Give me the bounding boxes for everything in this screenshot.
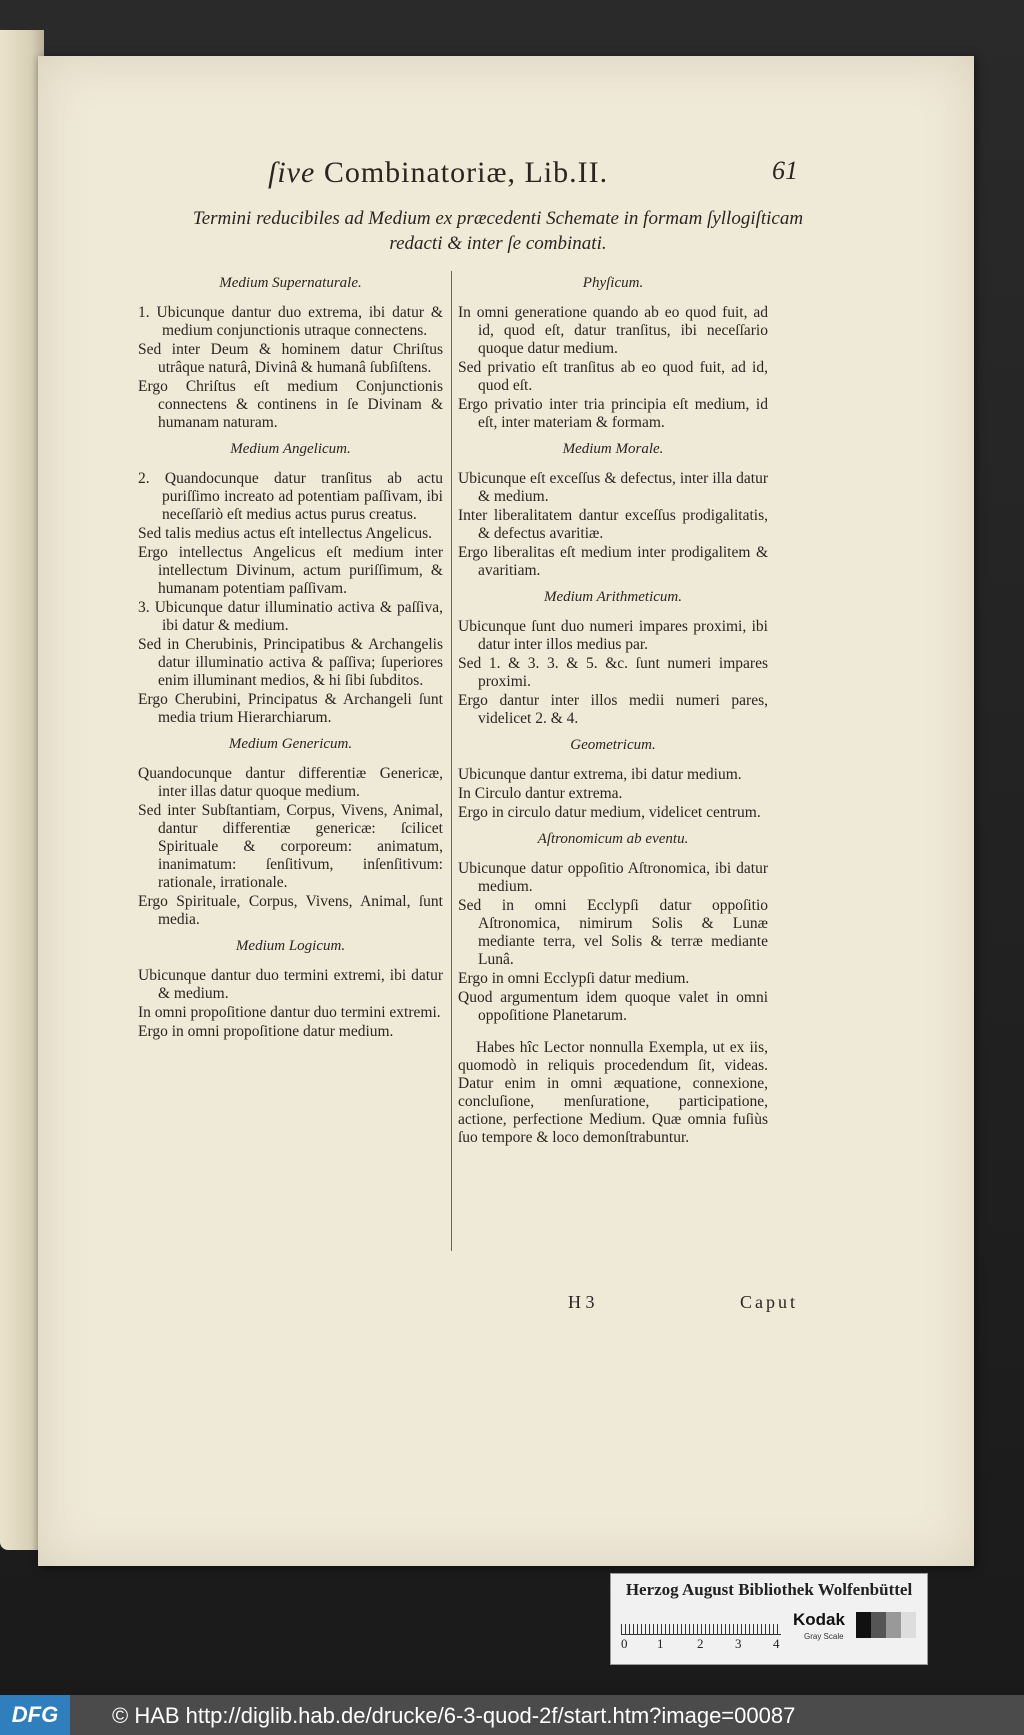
title-line: redacti & inter ſe combinati.: [389, 233, 607, 254]
section-heading: Medium Genericum.: [228, 736, 353, 752]
syllogism-line: Sed in omni Ecclypſi datur oppoſitio Aſtronomica, nimirum Solis & Lunæ mediante terra, vel Solis & terræ mediante Lunâ.: [458, 897, 768, 968]
section-heading: Medium Arithmeticum.: [543, 589, 683, 605]
ruler-label: 2: [697, 1636, 704, 1651]
page-number: 61: [772, 156, 798, 185]
color-target-card: [610, 1573, 928, 1665]
signature-mark: H 3: [568, 1292, 595, 1312]
section-heading: Medium Angelicum.: [230, 441, 351, 457]
copyright-link[interactable]: © HAB http://diglib.hab.de/drucke/6-3-quod-2f/start.htm?image=00087: [112, 1703, 796, 1728]
syllogism-line: Ergo dantur inter illos medii numeri pares, videlicet 2. & 4.: [458, 692, 768, 727]
syllogism-line: Quod argumentum idem quoque valet in omni oppoſitione Planetarum.: [458, 989, 768, 1024]
ruler-label: 3: [735, 1636, 742, 1651]
gray-swatches: [856, 1612, 916, 1638]
chapter-title: [158, 206, 838, 256]
syllogism-line: Sed inter Deum & hominem datur Chriſtus utrâque naturâ, Divinâ & humanâ ſubſiſtens.: [138, 341, 443, 376]
syllogism-line: Ergo liberalitas eſt medium inter prodigalitem & avaritiam.: [458, 544, 768, 579]
syllogism-line: Ergo in omni propoſitione datur medium.: [138, 1023, 394, 1040]
syllogism-line: Ergo Chriſtus eſt medium Conjunctionis connectens & continens in ſe Divinam & humanam naturam.: [138, 378, 443, 431]
syllogism-line: 2. Quandocunque datur tranſitus ab actu puriſſimo increato ad potentiam paſſivam, ibi neceſſariò eſt medius actus purus creatus.: [138, 470, 443, 523]
syllogism-line: Sed privatio eſt tranſitus ab eo quod fuit, ad id, quod eſt.: [458, 359, 768, 394]
syllogism-line: Ergo in circulo datur medium, videlicet centrum.: [458, 804, 761, 821]
syllogism-line: Sed inter Subſtantiam, Corpus, Vivens, Animal, dantur differentiæ genericæ: ſcilicet Spirituale & corporeum: animatum, inanimatum: ſenſitivum, inſenſitivum: rationale, irrationale.: [138, 802, 443, 891]
syllogism-line: In Circulo dantur extrema.: [458, 785, 623, 802]
target-title: Herzog August Bibliothek Wolfenbüttel: [625, 1580, 913, 1599]
syllogism-line: Ergo intellectus Angelicus eſt medium inter intellectum Divinum, actum puriſſimum, & humanam potentiam paſſivam.: [138, 544, 443, 597]
column-divider: [451, 271, 452, 1251]
section-heading: Medium Morale.: [562, 441, 664, 457]
section-heading: Medium Logicum.: [235, 938, 346, 954]
ruler-label: 0: [621, 1636, 628, 1651]
grayscale-label: Gray Scale: [804, 1632, 844, 1641]
syllogism-line: In omni generatione quando ab eo quod fuit, ad id, quod eſt, datur tranſitus, ibi neceſſario quoque datur medium.: [458, 304, 768, 357]
section-heading: Aſtronomicum ab eventu.: [537, 831, 689, 847]
scale-ruler: [621, 1612, 781, 1635]
syllogism-line: Ergo privatio inter tria principia eſt medium, id eſt, inter materiam & formam.: [458, 396, 768, 431]
catchword: Caput: [740, 1292, 798, 1312]
syllogism-line: In omni propoſitione dantur duo termini extremi.: [138, 1004, 441, 1021]
section-heading: Medium Supernaturale.: [219, 275, 362, 291]
section-heading: Geometricum.: [570, 737, 656, 753]
viewer-footer-bar: [0, 1695, 1024, 1735]
closing-paragraph: Habes hîc Lector nonnulla Exempla, ut ex iis, quomodò in reliquis procedendum ſit, videas. Datur enim in omni æquatione, connexione, concluſione, menſuratione, participatione, actione, perfectione Medium. Quæ omnia fuſiùs ſuo tempore & loco demonſtrabuntur.: [458, 1039, 768, 1146]
gray-swatch: [886, 1612, 901, 1638]
syllogism-line: Sed in Cherubinis, Principatibus & Archangelis datur illuminatio activa & paſſiva; ſuperiores enim illuminant medios, & hi ſibi ſubditos.: [138, 636, 443, 689]
gray-swatch: [856, 1612, 871, 1638]
book-page: [38, 56, 974, 1566]
syllogism-line: 3. Ubicunque datur illuminatio activa & paſſiva, ibi datur & medium.: [138, 599, 443, 634]
running-header: [228, 156, 798, 196]
syllogism-line: Ubicunque eſt exceſſus & defectus, inter illa datur & medium.: [458, 470, 768, 505]
syllogism-line: Ubicunque datur oppoſitio Aſtronomica, ibi datur medium.: [458, 860, 768, 895]
syllogism-line: Ubicunque dantur extrema, ibi datur medium.: [458, 766, 742, 783]
dfg-logo: DFG: [0, 1695, 70, 1735]
syllogism-line: Sed 1. & 3. 3. & 5. &c. ſunt numeri impares proximi.: [458, 655, 768, 690]
syllogism-line: Ubicunque dantur duo termini extremi, ibi datur & medium.: [138, 967, 443, 1002]
left-column: [138, 266, 443, 1042]
running-title: ſive Combinatoriæ, Lib.II.: [268, 156, 609, 189]
kodak-logo: Kodak: [793, 1610, 845, 1629]
syllogism-line: 1. Ubicunque dantur duo extrema, ibi datur & medium conjunctionis utraque connectens.: [138, 304, 443, 339]
syllogism-line: Quandocunque dantur differentiæ Genericæ, inter illas datur quoque medium.: [138, 765, 443, 800]
syllogism-line: Ergo Spirituale, Corpus, Vivens, Animal, ſunt media.: [138, 893, 443, 928]
section-heading: Phyſicum.: [582, 275, 644, 291]
syllogism-line: Ubicunque ſunt duo numeri impares proximi, ibi datur inter illos medius par.: [458, 618, 768, 653]
title-line: Termini reducibiles ad Medium ex præcedenti Schemate in formam ſyllogiſticam: [192, 208, 804, 229]
gray-swatch: [871, 1612, 886, 1638]
syllogism-line: Inter liberalitatem dantur exceſſus prodigalitatis, & defectus avaritiæ.: [458, 507, 768, 542]
ruler-label: 4: [773, 1636, 780, 1651]
syllogism-line: Ergo in omni Ecclypſi datur medium.: [458, 970, 690, 987]
syllogism-line: Ergo Cherubini, Principatus & Archangeli ſunt media trium Hierarchiarum.: [138, 691, 443, 726]
syllogism-line: Sed talis medius actus eſt intellectus Angelicus.: [138, 525, 433, 542]
right-column: [458, 266, 768, 1147]
gray-swatch: [901, 1612, 916, 1638]
page-footer: [528, 1292, 798, 1316]
ruler-label: 1: [657, 1636, 664, 1651]
